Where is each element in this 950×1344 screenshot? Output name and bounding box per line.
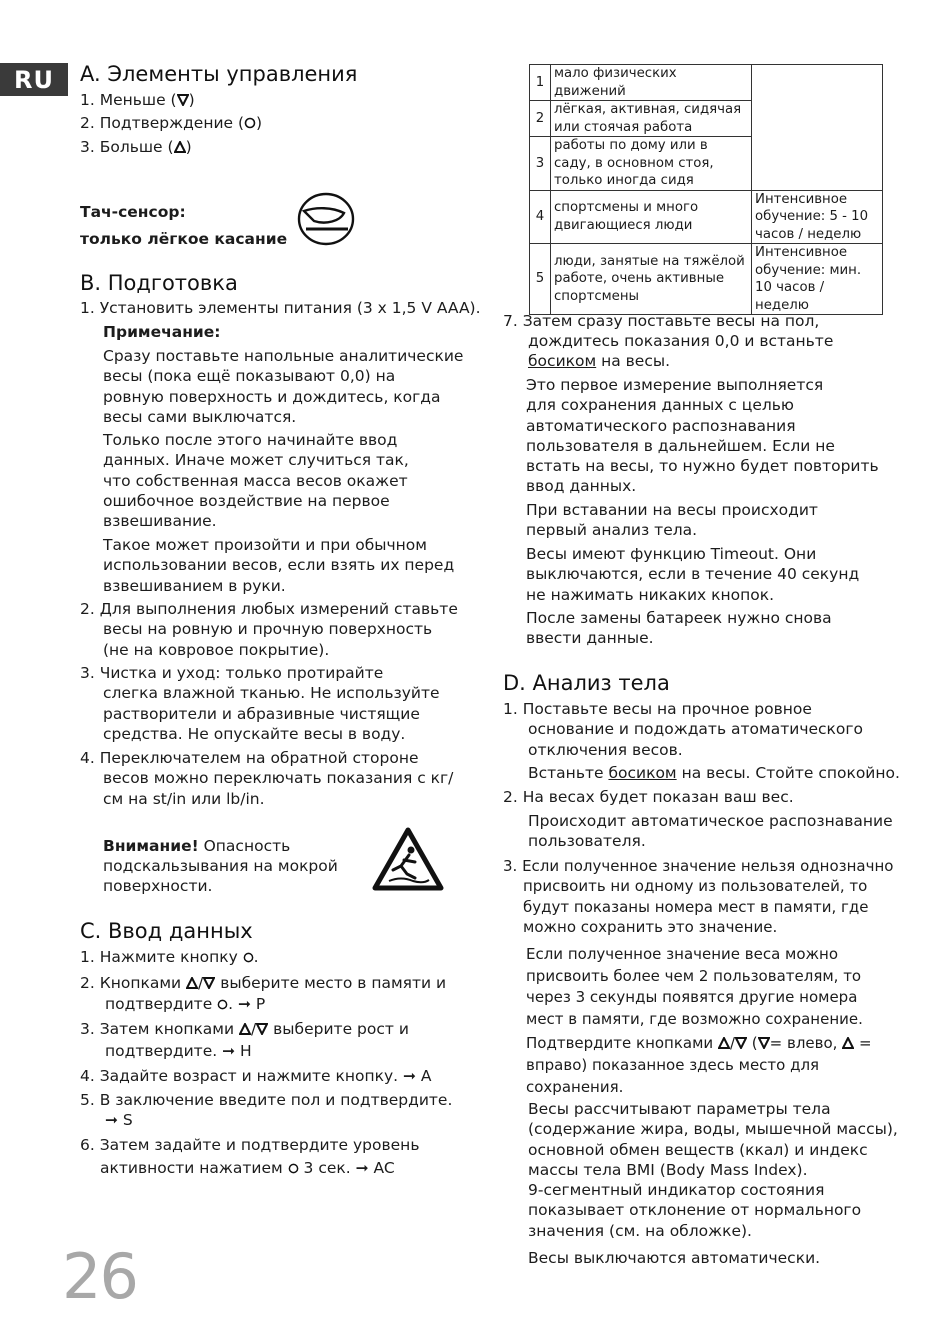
input-step-3: 3. Затем кнопками / выберите рост и — [80, 1020, 409, 1038]
input-step-2-cont: подтвердите . ➞ P — [105, 995, 266, 1013]
table-cell-desc: работы по дому или в саду, в основном стоя, только иногда сидя — [551, 137, 752, 191]
section-c-title: C. Ввод данных — [80, 919, 253, 943]
input-step-2: 2. Кнопками / выберите место в памяти и — [80, 974, 447, 992]
note-label: Примечание: — [103, 323, 221, 341]
table-cell-desc: люди, занятые на тяжёлой работе, очень активные спортсмены — [551, 244, 752, 315]
table-cell-training: Интенсивное обучение: мин. 10 часов / неделю — [752, 244, 883, 315]
table-cell-desc: спортсмены и много двигающиеся люди — [551, 190, 752, 244]
table-row — [530, 65, 883, 101]
note-paragraph-1: Сразу поставьте напольные аналитические весы (пока ещё показывают 0,0) на ровную поверхность и дождитесь, когда весы сами выключатся. — [103, 347, 464, 426]
touch-sensor-note: только лёгкое касание — [80, 230, 288, 248]
analysis-paragraph-4: Весы выключаются автоматически. — [528, 1249, 821, 1267]
page-number: 26 — [62, 1240, 137, 1313]
table-cell-training: Интенсивное обучение: 5 - 10 часов / неделю — [752, 190, 883, 244]
circle-icon — [288, 1163, 299, 1174]
analysis-item-1-note: Встаньте босиком на весы. Стойте спокойно. — [528, 764, 900, 782]
step7-paragraph-3: Весы имеют функцию Timeout. Они выключаются, если в течение 40 секунд не нажимать никаких кнопок. — [526, 545, 860, 604]
prep-item-1: 1. Установить элементы питания (3 x 1,5 V AAA). — [80, 299, 481, 317]
touch-sensor-icon — [296, 191, 356, 247]
down-triangle-icon — [735, 1037, 747, 1049]
input-step-6-cont: активности нажатием 3 сек. ➞ AC — [100, 1159, 395, 1177]
table-cell-num: 5 — [530, 244, 551, 315]
analysis-item-2: 2. На весах будет показан ваш вес. — [503, 788, 794, 806]
input-step-3-cont: подтвердите. ➞ H — [105, 1042, 252, 1060]
analysis-item-1: 1. Поставьте весы на прочное ровное основание и подождать атоматического отключения весов. — [503, 700, 864, 759]
down-triangle-icon — [177, 94, 189, 106]
input-step-5-cont: ➞ S — [105, 1111, 133, 1129]
step7-paragraph-2: При вставании на весы происходит первый анализ тела. — [526, 501, 818, 540]
activity-level-table — [529, 64, 883, 315]
warning-line-2: подскальзывания на мокрой — [103, 857, 338, 875]
up-triangle-icon — [174, 141, 186, 153]
section-d-title: D. Анализ тела — [503, 671, 670, 695]
touch-sensor-label: Тач-сенсор: — [80, 203, 186, 221]
analysis-item-3: 3. Если полученное значение нельзя однозначно присвоить ни одному из пользователей, то будут показаны номера мест в памяти, где можно сохранить это значение. — [503, 857, 894, 936]
circle-icon — [243, 952, 254, 963]
section-a-title: A. Элементы управления — [80, 62, 358, 86]
step7-paragraph-4: После замены батареек нужно снова ввести данные. — [526, 609, 832, 648]
input-step-1: 1. Нажмите кнопку . — [80, 948, 259, 966]
prep-item-4: 4. Переключателем на обратной стороне весов можно переключать показания с кг/ cм на st/in или lb/in. — [80, 749, 454, 808]
down-triangle-icon — [256, 1023, 268, 1035]
up-triangle-icon — [186, 977, 198, 989]
input-step-6: 6. Затем задайте и подтвердите уровень — [80, 1136, 420, 1154]
input-step-7-line3: босиком на весы. — [528, 352, 671, 370]
note-paragraph-3: Такое может произойти и при обычном использовании весов, если взять их перед взвешиванием в руки. — [103, 536, 455, 595]
input-step-5: 5. В заключение введите пол и подтвердите. — [80, 1091, 453, 1109]
table-cell-desc: лёгкая, активная, сидячая или стоячая работа — [551, 101, 752, 137]
control-item-more: 3. Больше ( ) — [80, 138, 192, 156]
warning-line-3: поверхности. — [103, 877, 213, 895]
note-paragraph-2: Только после этого начинайте ввод данных. Иначе может случиться так, что собственная масса весов окажет ошибочное воздействие на первое взвешивание. — [103, 431, 409, 531]
table-cell-num: 4 — [530, 190, 551, 244]
table-row — [530, 190, 883, 244]
analysis-paragraph-2: Подтвердите кнопками / ( = влево, = — [526, 1034, 872, 1052]
up-triangle-icon — [239, 1023, 251, 1035]
circle-icon — [217, 999, 228, 1010]
table-cell-num: 3 — [530, 137, 551, 191]
up-triangle-icon — [842, 1037, 854, 1049]
control-item-confirm: 2. Подтверждение ( ) — [80, 114, 263, 132]
down-triangle-icon — [203, 977, 215, 989]
section-b-title: B. Подготовка — [80, 271, 238, 295]
table-cell-num: 1 — [530, 65, 551, 101]
analysis-item-2-note: Происходит автоматическое распознавание пользователя. — [528, 812, 893, 851]
analysis-paragraph-2-cont: вправо) показанное здесь место для сохранения. — [526, 1056, 820, 1096]
input-step-4: 4. Задайте возраст и нажмите кнопку. ➞ A — [80, 1067, 432, 1085]
up-triangle-icon — [718, 1037, 730, 1049]
analysis-paragraph-3: Весы рассчитывают параметры тела (содержание жира, воды, мышечной массы), основной обмен веществ (ккал) и индекс массы тела BMI (Body Mass Index). 9-сегментный индикатор состояния показывает отклонение от нормального значения (см. на обложке). — [528, 1100, 898, 1240]
step7-paragraph-1: Это первое измерение выполняется для сохранения данных с целью автоматического распознавания пользователя в дальнейшем. Если не встать на весы, то нужно будет повторить ввод данных. — [526, 376, 879, 496]
table-cell-num: 2 — [530, 101, 551, 137]
slip-hazard-icon — [371, 826, 445, 892]
language-tab: RU — [0, 63, 68, 96]
analysis-paragraph-1: Если полученное значение веса можно присвоить более чем 2 пользователям, то через 3 секунды появятся другие номера мест в памяти, где возможно сохранение. — [526, 945, 863, 1028]
prep-item-2: 2. Для выполнения любых измерений ставьте весы на ровную и прочную поверхность (не на ковровое покрытие). — [80, 600, 458, 659]
down-triangle-icon — [758, 1037, 770, 1049]
circle-icon — [244, 117, 256, 129]
prep-item-3: 3. Чистка и уход: только протирайте слегка влажной тканью. Не используйте растворители и абразивные чистящие средства. Не опускайте весы в воду. — [80, 664, 440, 743]
table-cell-desc: мало физических движений — [551, 65, 752, 101]
table-cell-training — [752, 65, 883, 191]
input-step-7-line2: дождитесь показания 0,0 и встаньте — [528, 332, 834, 350]
control-item-less: 1. Меньше ( ) — [80, 91, 195, 109]
input-step-7: 7. Затем сразу поставьте весы на пол, — [503, 312, 820, 330]
warning-line-1: Внимание! Опасность — [103, 837, 291, 855]
table-row — [530, 244, 883, 315]
